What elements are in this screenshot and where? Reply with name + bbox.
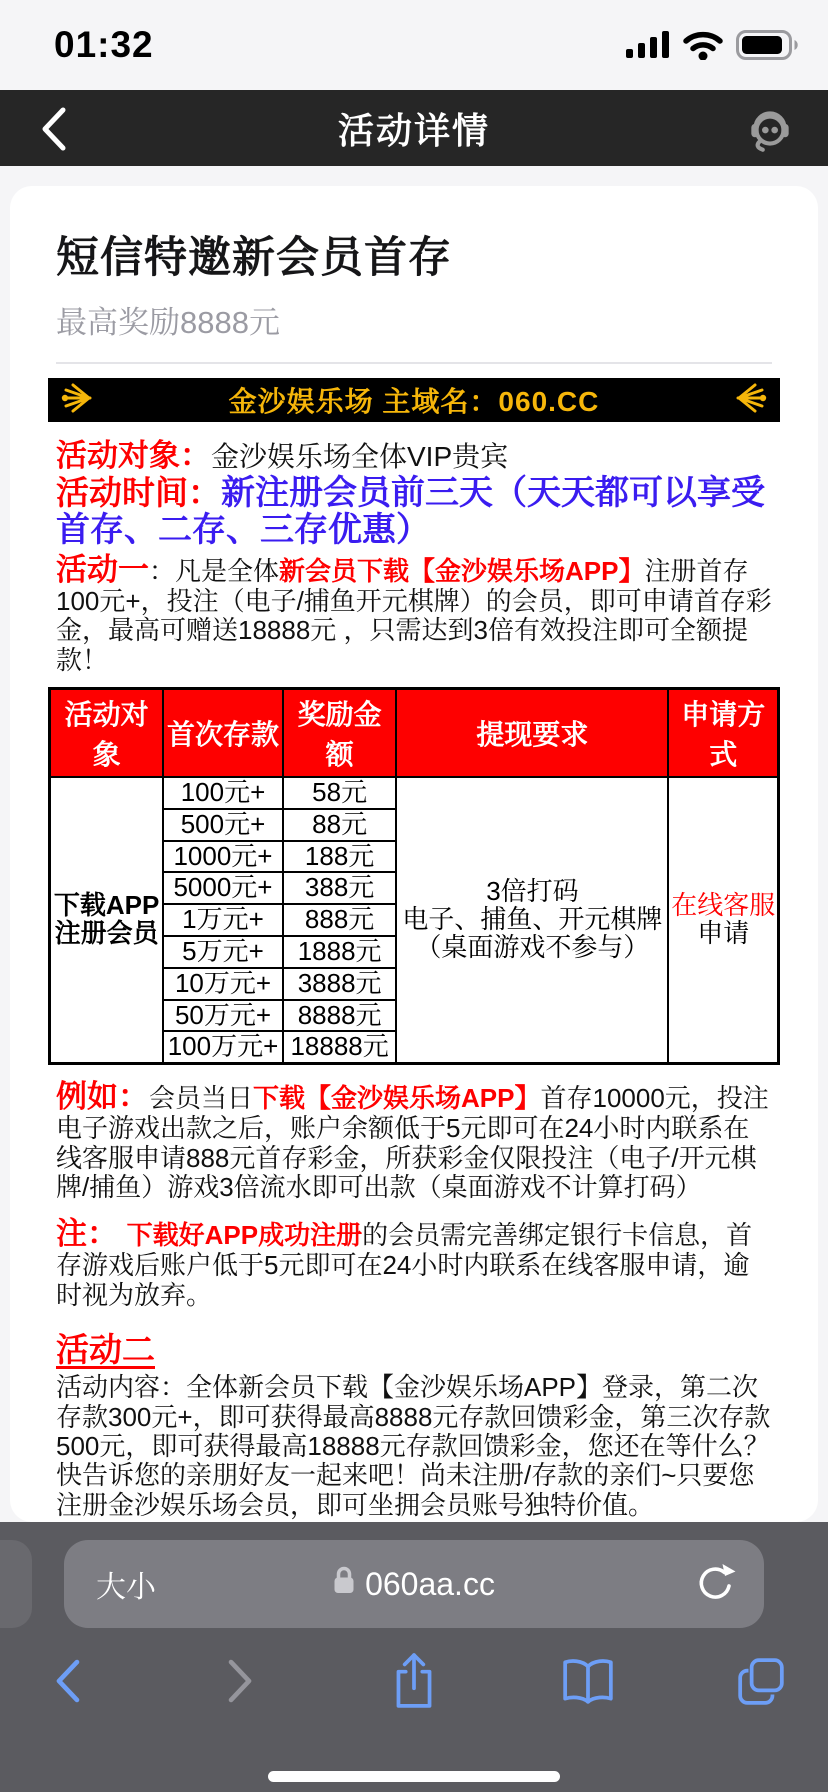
first-deposit-table (48, 687, 780, 1065)
activity-time-line (56, 475, 772, 550)
column-header: 奖励金额 (283, 688, 397, 777)
browser-toolbar (40, 1652, 788, 1710)
status-bar (0, 0, 828, 90)
member-type-line: 注册会员 (54, 918, 159, 949)
url-display (64, 1540, 764, 1628)
bonus-cell: 188元 (283, 841, 397, 873)
time-label: 活动时间： (56, 474, 221, 511)
example-text: 会员当日 (149, 1083, 254, 1114)
bookmarks-icon[interactable] (561, 1652, 615, 1710)
deposit-cell: 1000元+ (163, 841, 283, 873)
status-icons (626, 30, 800, 65)
refresh-icon[interactable] (694, 1562, 738, 1606)
bonus-cell: 8888元 (283, 1000, 397, 1032)
bonus-cell: 58元 (283, 777, 397, 809)
activity1-text: 凡是全体 (175, 555, 280, 586)
note-paragraph (56, 1216, 772, 1310)
activity1-label: 活动一 (56, 551, 149, 587)
bonus-cell: 18888元 (283, 1031, 397, 1063)
browser-bottom-bar (0, 1522, 828, 1792)
member-type-line: 下载APP (53, 890, 160, 921)
deposit-cell: 10万元+ (163, 968, 283, 1000)
divider (56, 362, 772, 364)
activity-target-line (56, 430, 772, 475)
column-header: 申请方式 (668, 688, 778, 777)
deposit-cell: 1万元+ (163, 904, 283, 936)
page-title: 活动详情 (337, 109, 490, 151)
battery-icon (736, 30, 800, 65)
column-header: 首次存款 (163, 688, 283, 777)
target-value: 金沙娱乐场全体VIP贵宾 (211, 441, 509, 472)
apply-line: 申请 (697, 918, 750, 949)
signal-icon (626, 30, 670, 65)
clock: 01:32 (54, 24, 154, 65)
bonus-cell: 888元 (283, 904, 397, 936)
example-emphasis: 下载【金沙娱乐场APP】 (253, 1083, 541, 1114)
apply-line: 在线客服 (671, 890, 776, 921)
example-label: 例如： (56, 1079, 149, 1115)
withdraw-line: （桌面游戏不参与） (415, 931, 650, 962)
adjacent-tab-fragment[interactable] (0, 1540, 32, 1628)
target-label: 活动对象： (56, 438, 211, 473)
activity1-emphasis: 新会员下载【金沙娱乐场APP】 (279, 555, 645, 586)
article-card (10, 186, 818, 1522)
note-text: 的会员需完善绑定银行卡信息，首存游戏后账户低于5元即可在24小时内联系在线客服申请，逾时视为放弃。 (56, 1220, 753, 1310)
bonus-cell: 3888元 (283, 968, 397, 1000)
home-indicator[interactable] (268, 1771, 560, 1782)
member-type-cell (50, 777, 164, 1064)
column-header: 活动对象 (50, 688, 164, 777)
bonus-cell: 1888元 (283, 936, 397, 968)
time-value: 新注册会员前三天（天天都可以享受首存、二存、三存优惠） (56, 474, 765, 550)
wifi-icon (682, 30, 724, 65)
column-header: 提现要求 (396, 688, 668, 777)
deposit-cell: 100万元+ (163, 1031, 283, 1063)
share-icon[interactable] (387, 1652, 441, 1710)
ornament-icon (734, 383, 768, 418)
activity2-paragraph: 活动内容：全体新会员下载【金沙娱乐场APP】登录，第二次存款300元+，即可获得最高8888元存款回馈彩金，第三次存款500元，即可获得最高18888元存款回馈彩金，您还在等什么？快告诉您的亲朋好友一起来吧！尚未注册/存款的亲们~只要您注册金沙娱乐场会员，即可坐拥会员账号独特价值。 (56, 1372, 771, 1520)
deposit-cell: 5000元+ (163, 872, 283, 904)
table-row (50, 777, 779, 809)
nav-bar (0, 90, 828, 166)
withdraw-line: 电子、捕鱼、开元棋牌 (402, 904, 663, 935)
apply-method-cell (668, 777, 778, 1064)
ornament-icon (60, 383, 94, 418)
back-button[interactable] (38, 106, 68, 152)
example-text: 首存10000元，投注电子游戏出款之后，账户余额低于5元即可在24小时内联系在线客服申请888元首存彩金，所获彩金仅限投注（电子/开元棋牌/捕鱼）游戏3倍流水即可出款（桌面游戏不计算打码） (56, 1083, 769, 1202)
bonus-cell: 88元 (283, 809, 397, 841)
example-paragraph (56, 1079, 772, 1202)
nav-forward-icon[interactable] (214, 1652, 268, 1710)
banner-text: 金沙娱乐场 主域名：060.CC (228, 386, 600, 417)
article-subtitle: 最高奖励8888元 (56, 305, 280, 340)
text-size-button[interactable]: 大小 (96, 1540, 156, 1628)
colon: ： (149, 555, 176, 586)
address-bar[interactable] (64, 1540, 764, 1628)
deposit-cell: 5万元+ (163, 936, 283, 968)
deposit-cell: 100元+ (163, 777, 283, 809)
url-text: 060aa.cc (365, 1565, 495, 1602)
customer-service-icon[interactable] (742, 101, 798, 157)
withdraw-requirement-cell (396, 777, 668, 1064)
lock-icon (333, 1565, 355, 1603)
table1-head-row (50, 688, 779, 777)
deposit-cell: 50万元+ (163, 1000, 283, 1032)
deposit-cell: 500元+ (163, 809, 283, 841)
activity2-label: 活动二 (56, 1331, 155, 1369)
bonus-cell: 388元 (283, 872, 397, 904)
activity1-paragraph (56, 552, 772, 675)
withdraw-line: 3倍打码 (486, 876, 579, 907)
tabs-icon[interactable] (734, 1652, 788, 1710)
note-label: 注： (56, 1216, 127, 1252)
brand-banner (48, 378, 780, 422)
article-title: 短信特邀新会员首存 (56, 234, 452, 282)
table1-body (50, 777, 779, 1064)
note-emphasis: 下载好APP成功注册 (126, 1220, 363, 1251)
nav-back-icon[interactable] (40, 1652, 94, 1710)
activity1-text: 注册首存100元+，投注（电子/捕鱼开元棋牌）的会员，即可申请首存彩金，最高可赠送18888元 ，只需达到3倍有效投注即可全额提款！ (56, 555, 772, 675)
